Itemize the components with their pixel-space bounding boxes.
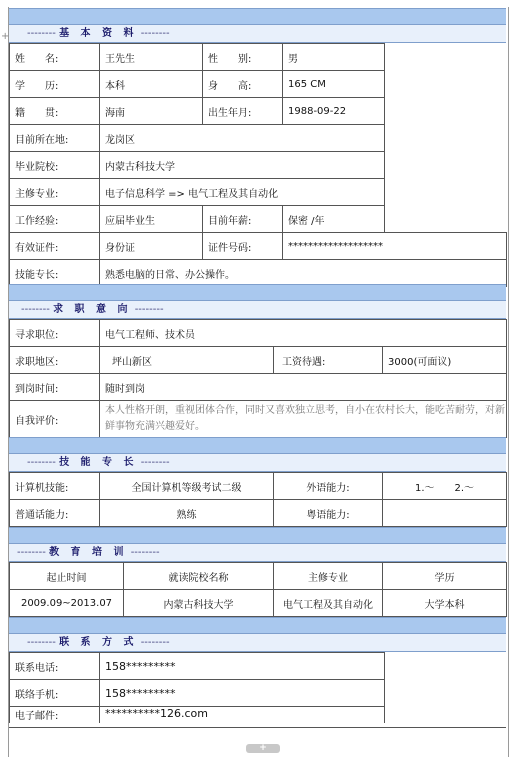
area-value[interactable]: 坪山新区	[100, 347, 274, 374]
location-value[interactable]: 龙岗区	[100, 125, 385, 152]
edu-header-period: 起止时间	[10, 563, 124, 590]
edu-header-major: 主修专业	[274, 563, 383, 590]
position-value[interactable]: 电气工程师、技术员	[100, 320, 507, 347]
mobile-value[interactable]: 158*********	[100, 680, 385, 707]
dash-right: --------	[140, 28, 170, 39]
table-move-handle-icon[interactable]: +	[1, 31, 10, 42]
photo-area-4	[385, 206, 507, 233]
section-title-basic: 基 本 资 料	[59, 28, 138, 39]
mobile-label: 联络手机:	[10, 680, 100, 707]
email-label: 电子邮件:	[10, 707, 100, 724]
location-label: 目前所在地:	[10, 125, 100, 152]
basic-info-table	[9, 43, 385, 125]
pay-value[interactable]: 3000(可面议)	[383, 347, 507, 374]
skills-table	[9, 472, 507, 527]
pay-label: 工资待遇:	[274, 347, 383, 374]
dash-left: --------	[27, 28, 56, 39]
dash-right: --------	[140, 637, 170, 648]
origin-value[interactable]: 海南	[100, 98, 203, 125]
dash-left: --------	[17, 547, 46, 558]
edu-school[interactable]: 内蒙古科技大学	[124, 590, 274, 617]
self-value[interactable]: 本人性格开朗，重视团体合作，同时又喜欢独立思考，自小在农村长大，能吃苦耐劳，对新鲜事物充满兴趣爱好。	[100, 401, 507, 438]
section-bar-contact	[9, 617, 506, 634]
section-bar-intent	[9, 284, 506, 301]
dash-left: --------	[27, 457, 56, 468]
email-value[interactable]: **********126.com	[100, 707, 385, 724]
section-header-intent	[9, 301, 506, 319]
name-label: 姓 名:	[10, 44, 100, 71]
foreign-value[interactable]: 1.～ 2.～	[383, 473, 507, 500]
section-bar-education	[9, 527, 506, 544]
salary-label: 目前年薪:	[203, 206, 283, 233]
degree-value[interactable]: 本科	[100, 71, 203, 98]
salary-value[interactable]: 保密 /年	[283, 206, 385, 233]
experience-value[interactable]: 应届毕业生	[100, 206, 203, 233]
area-label: 求职地区:	[10, 347, 100, 374]
origin-label: 籍 贯:	[10, 98, 100, 125]
skill-label: 技能专长:	[10, 260, 100, 287]
major-value[interactable]: 电子信息科学 => 电气工程及其自动化	[100, 179, 385, 206]
section-title-skills: 技 能 专 长	[59, 457, 138, 468]
id-no-label: 证件号码:	[203, 233, 283, 260]
arrive-label: 到岗时间:	[10, 374, 100, 401]
dash-left: --------	[27, 637, 56, 648]
self-label: 自我评价:	[10, 401, 100, 438]
experience-label: 工作经验:	[10, 206, 100, 233]
gender-value[interactable]: 男	[283, 44, 385, 71]
edu-header-degree: 学历	[383, 563, 507, 590]
add-row-icon[interactable]: +	[246, 744, 280, 753]
phone-value[interactable]: 158*********	[100, 653, 385, 680]
section-header-education	[9, 544, 506, 562]
height-label: 身 高:	[203, 71, 283, 98]
school-value[interactable]: 内蒙古科技大学	[100, 152, 385, 179]
edu-period[interactable]: 2009.09~2013.07	[10, 590, 124, 617]
id-type-value[interactable]: 身份证	[100, 233, 203, 260]
section-header-skills	[9, 454, 506, 472]
school-label: 毕业院校:	[10, 152, 100, 179]
section-bar-basic	[9, 8, 506, 25]
edu-major[interactable]: 电气工程及其自动化	[274, 590, 383, 617]
dash-right: --------	[130, 547, 160, 558]
intent-table	[9, 319, 507, 438]
degree-label: 学 历:	[10, 71, 100, 98]
computer-value[interactable]: 全国计算机等级考试二级	[100, 473, 274, 500]
photo-area-3	[385, 179, 507, 206]
birth-label: 出生年月:	[203, 98, 283, 125]
phone-label: 联系电话:	[10, 653, 100, 680]
photo-area-2	[385, 152, 507, 179]
section-header-basic	[9, 25, 506, 43]
edu-header-school: 就读院校名称	[124, 563, 274, 590]
cantonese-label: 粤语能力:	[274, 500, 383, 527]
id-label: 有效证件:	[10, 233, 100, 260]
skill-value[interactable]: 熟悉电脑的日常、办公操作。	[100, 260, 507, 287]
computer-label: 计算机技能:	[10, 473, 100, 500]
contact-table	[9, 652, 385, 723]
gender-label: 性 别:	[203, 44, 283, 71]
name-value[interactable]: 王先生	[100, 44, 203, 71]
major-label: 主修专业:	[10, 179, 100, 206]
height-value[interactable]: 165 CM	[283, 71, 385, 98]
birth-value[interactable]: 1988-09-22	[283, 98, 385, 125]
page-bottom-divider	[9, 727, 506, 728]
edu-degree[interactable]: 大学本科	[383, 590, 507, 617]
id-no-value[interactable]: *******************	[283, 233, 507, 260]
education-table	[9, 562, 507, 617]
mandarin-label: 普通话能力:	[10, 500, 100, 527]
photo-area	[385, 125, 507, 152]
position-label: 寻求职位:	[10, 320, 100, 347]
mandarin-value[interactable]: 熟练	[100, 500, 274, 527]
section-bar-skills	[9, 437, 506, 454]
foreign-label: 外语能力:	[274, 473, 383, 500]
dash-left: --------	[21, 304, 50, 315]
table-row	[10, 590, 507, 617]
cantonese-value[interactable]	[383, 500, 507, 527]
dash-right: --------	[140, 457, 170, 468]
education-header-row	[10, 563, 507, 590]
dash-right: --------	[134, 304, 164, 315]
basic-info-table-2	[9, 124, 507, 287]
arrive-value[interactable]: 随时到岗	[100, 374, 507, 401]
section-header-contact	[9, 634, 506, 652]
section-title-education: 教 育 培 训	[49, 547, 128, 558]
section-title-contact: 联 系 方 式	[59, 637, 138, 648]
section-title-intent: 求 职 意 向	[53, 304, 132, 315]
